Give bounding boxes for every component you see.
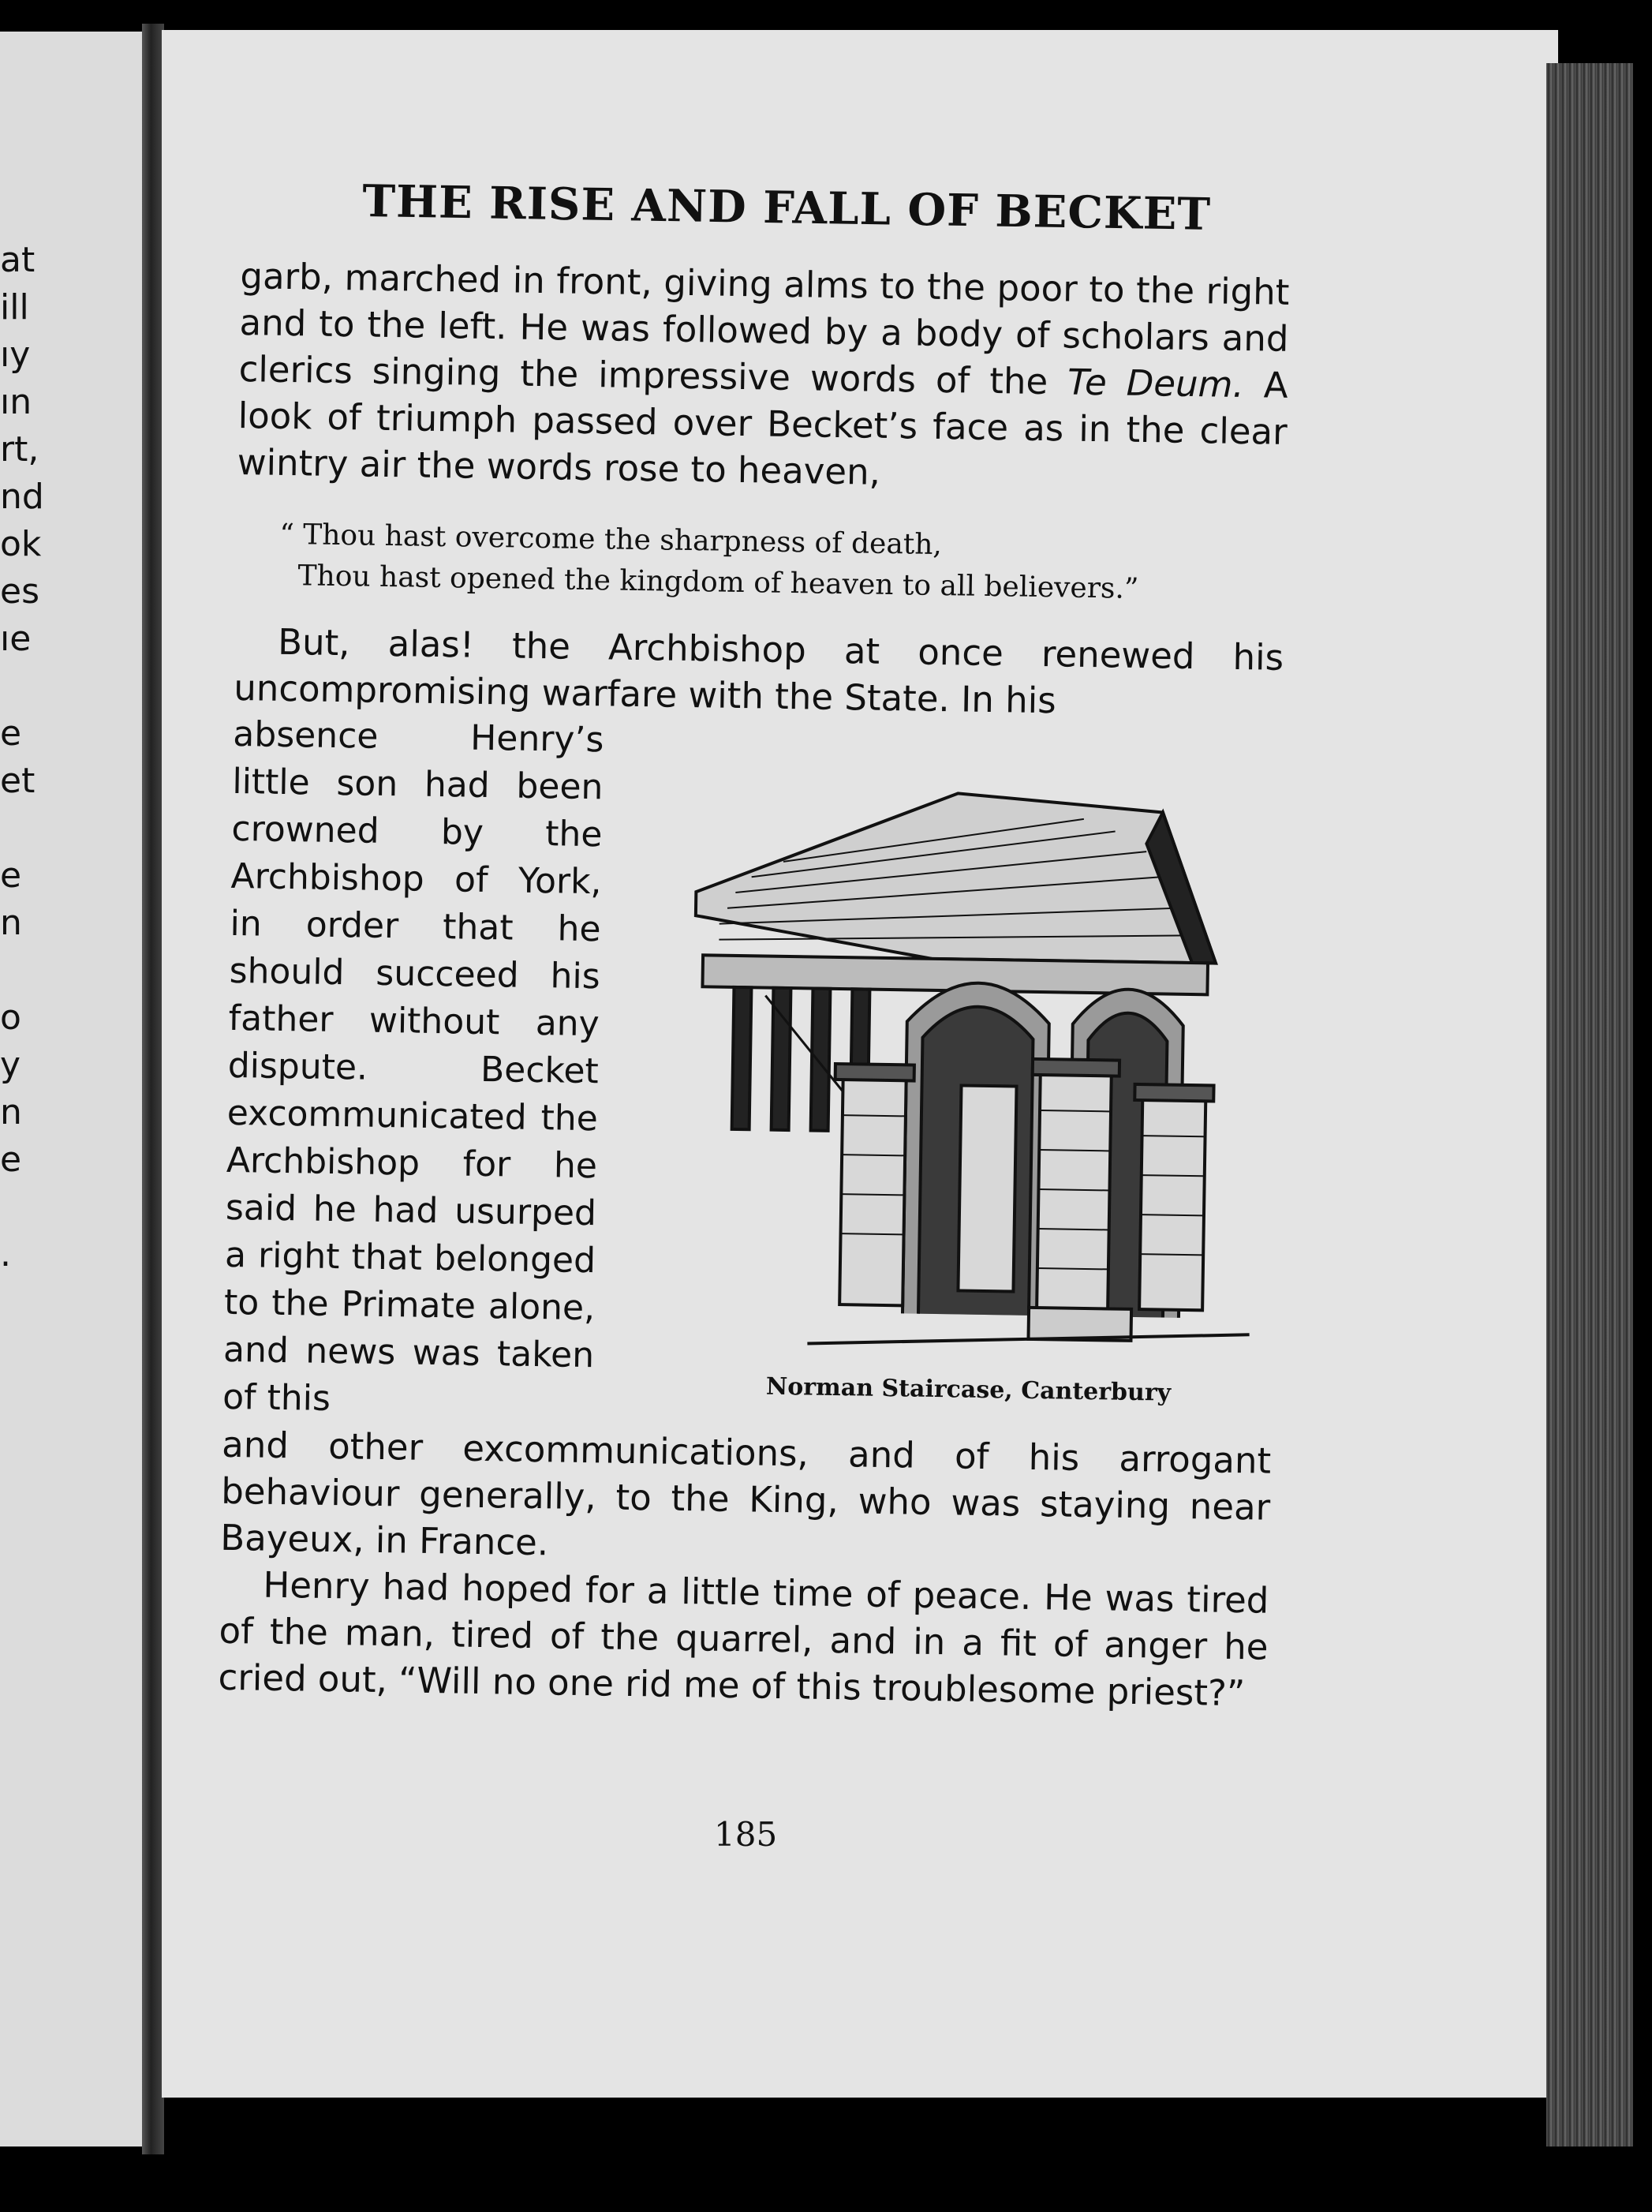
left-fragment: nd: [0, 477, 44, 517]
left-fragment: n: [0, 1092, 22, 1132]
paragraph-2-bottom: and other excommunications, and of his arrogant behaviour generally, to the King, who was staying near Bayeux, in France.: [220, 1423, 1272, 1564]
left-fragment: .: [0, 1234, 11, 1274]
left-fragment: ıy: [0, 335, 31, 375]
figure-caption: Norman Staircase, Canterbury: [765, 1372, 1172, 1407]
left-fragment: es: [0, 571, 39, 612]
paragraph-1: [237, 253, 1289, 502]
page-number: 185: [714, 1815, 778, 1854]
left-fragment: ıe: [0, 619, 32, 659]
running-header: THE RISE AND FALL OF BECKET: [361, 175, 1212, 241]
paragraph-1-text-b: A look of triumph passed over Becket’s face as in the clear wintry air the words rose to heaven,: [237, 363, 1288, 493]
paragraph-2-top: But, alas! the Archbishop at once renewed his uncompromising warfare with the State. In his: [233, 620, 1284, 722]
book-gutter: [142, 24, 164, 2154]
left-fragment: ill: [0, 287, 29, 327]
left-fragment: et: [0, 761, 36, 801]
left-fragment: [0, 663, 47, 710]
left-fragment: [0, 947, 47, 994]
left-fragment: rt,: [0, 429, 39, 470]
left-page-text-fragments: [0, 237, 47, 1278]
block-quote: [278, 515, 1285, 612]
left-fragment: at: [0, 240, 36, 280]
quote-line-1: “ Thou hast overcome the sharpness of death,: [279, 518, 943, 562]
te-deum-italic: Te Deum.: [1067, 361, 1245, 406]
page-edges: [1546, 63, 1633, 2147]
left-fragment: [0, 1184, 47, 1231]
left-fragment: y: [0, 1045, 21, 1085]
paragraph-1-text-a: garb, marched in front, giving alms to the poor to the right and to the left. He was followed by a body of scholars and clerics singing the impressive words of the: [238, 254, 1290, 403]
body-text: [218, 253, 1290, 1717]
quote-line-2: Thou hast opened the kingdom of heaven to all believers.”: [297, 560, 1139, 605]
left-fragment: e: [0, 855, 22, 896]
paragraph-2-wrapped: absence Henry’s little son had been crowned by the Archbishop of York, in order that he should succeed his father without any dispute. Becket excommunicated the Archbishop for he said he had usurped a right that belonged to the Primate alone, and news was taken of this: [222, 713, 604, 1419]
left-fragment: n: [0, 903, 22, 943]
left-fragment: e: [0, 713, 22, 754]
figure-norman-staircase: [664, 758, 1282, 1409]
paragraph-3: Henry had hoped for a little time of peace. He was tired of the man, tired of the quarrel, and in a fit of anger he cried out, “Will no one rid me of this troublesome priest?”: [218, 1563, 1269, 1715]
wrapped-text-column: [222, 711, 604, 1427]
left-fragment: o: [0, 997, 21, 1038]
left-fragment: [0, 805, 47, 852]
left-fragment: ın: [0, 382, 32, 422]
left-fragment: ok: [0, 524, 42, 564]
left-fragment: e: [0, 1140, 22, 1180]
norman-staircase-illustration: [665, 758, 1282, 1367]
